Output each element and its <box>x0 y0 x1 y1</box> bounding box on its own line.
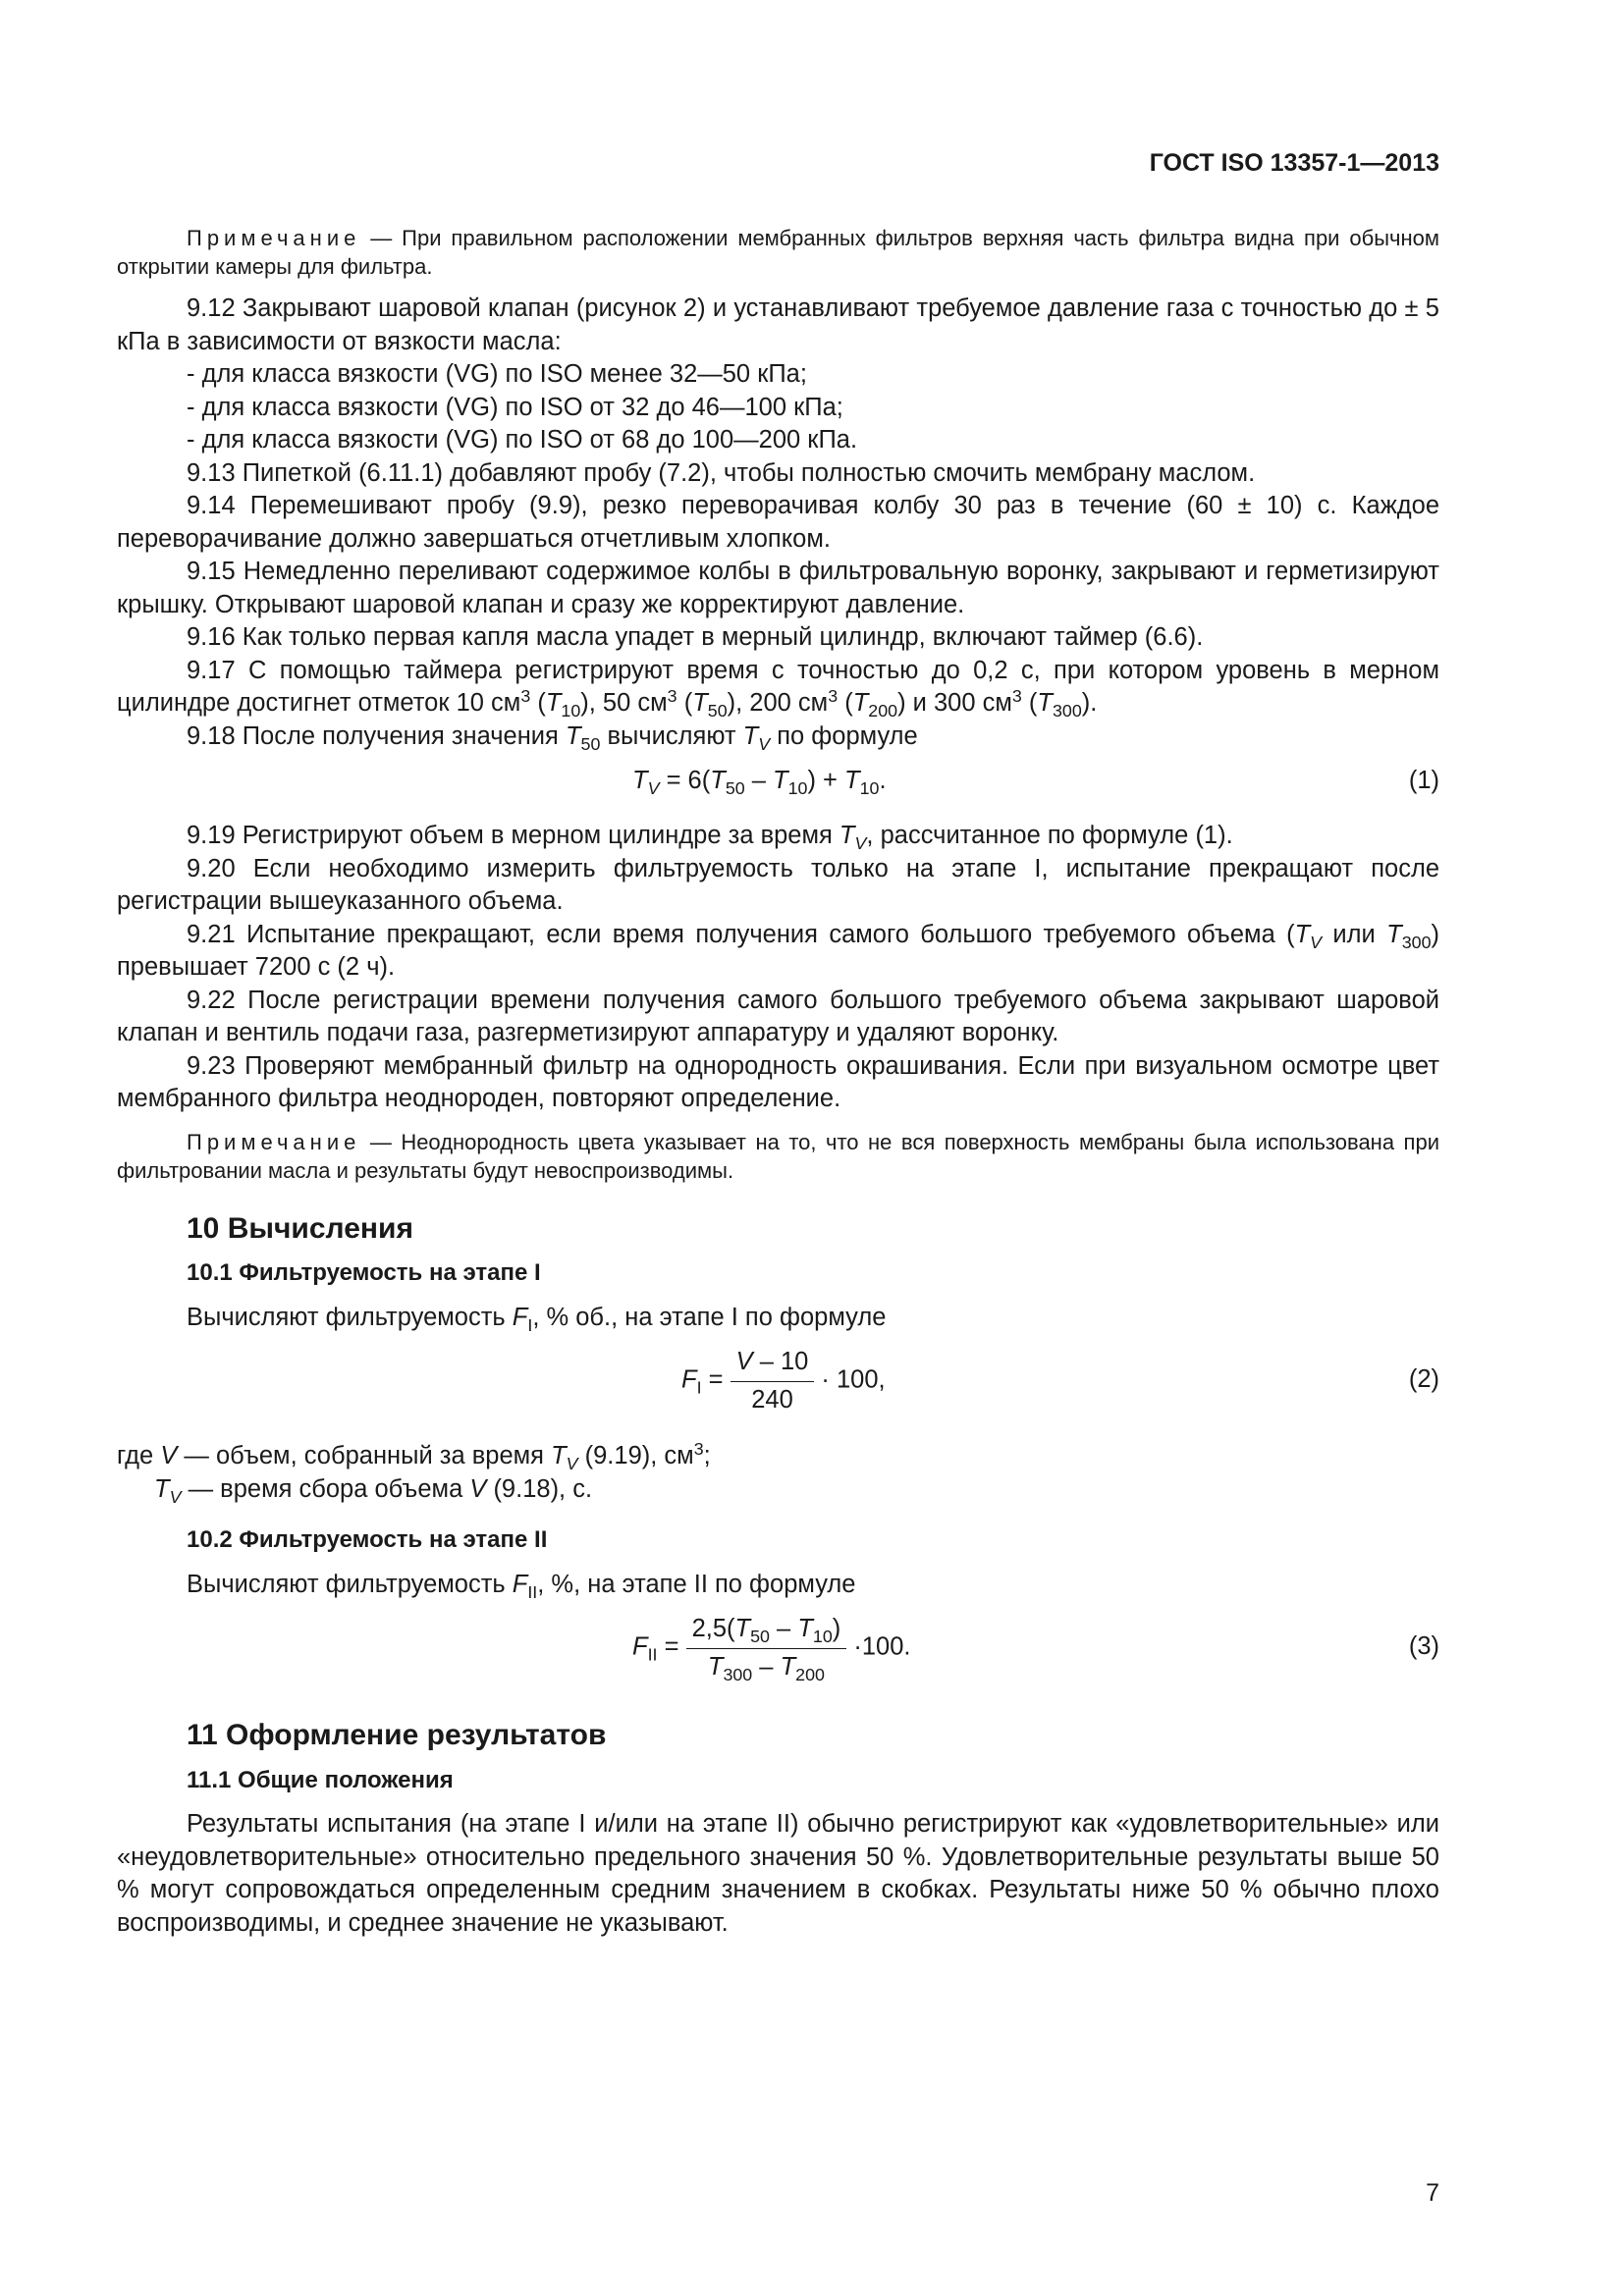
clause-9-19: 9.19 Регистрируют объем в мерном цилиндре за время $T_V$, рассчитанное по формуле (1). <box>187 822 1233 853</box>
section-10-2-heading: 10.2 Фильтруемость на этапе II <box>187 1526 548 1553</box>
section-10-heading: 10 Вычисления <box>187 1211 413 1245</box>
formula-number: (3) <box>1408 1632 1439 1660</box>
formula-3 <box>117 1609 1439 1707</box>
clause-9-18: 9.18 После получения значения $T_{50}$ вычисляют $T_V$ по формуле <box>187 721 918 754</box>
clause-9-17: 9.17 С помощью таймера регистрируют время с точностью до 0,2 с, при котором уровень в мерном цилиндре достигнет отметок 10 $см^3$ $(T_{10})$, 50 $см^3$ $(T_{50})$, 200 $см^3$ $(T_{200})$ и 300 $см^3$ $(T_{300})$. <box>117 656 1439 721</box>
formula-2 <box>117 1342 1439 1432</box>
note-text: — Неоднородность цвета указывает на то, что не вся поверхность мембраны была использована при фильтровании масла и результаты будут невоспроизводимы. <box>117 1129 1439 1183</box>
formula-2-expression: $F_I$ = $\frac{V - 10}{240}$ · 100, <box>681 1348 886 1414</box>
formula-number: (2) <box>1408 1365 1439 1393</box>
note-text: — При правильном расположении мембранных фильтров верхняя часть фильтра видна при обычном открытии камеры для фильтра. <box>117 226 1439 279</box>
note-label: Примечание <box>187 226 361 250</box>
clause-9-13: 9.13 Пипеткой (6.11.1) добавляют пробу (7.2), чтобы полностью смочить мембрану маслом. <box>187 458 1256 487</box>
formula-number: (1) <box>1408 767 1439 794</box>
list-item: - для класса вязкости (VG) по ISO от 32 до 46—100 кПа; <box>187 393 843 421</box>
section-11-heading: 11 Оформление результатов <box>187 1719 607 1751</box>
page-number: 7 <box>1426 2179 1439 2207</box>
section-10-1-heading: 10.1 Фильтруемость на этапе I <box>187 1259 541 1286</box>
clause-9-16: 9.16 Как только первая капля масла упадет в мерный цилиндр, включают таймер (6.6). <box>187 623 1204 651</box>
section-10-1-intro: Вычисляют фильтруемость $F_I$, % об., на этапе I по формуле <box>187 1303 887 1335</box>
list-item: - для класса вязкости (VG) по ISO от 68 до 100—200 кПа. <box>187 426 858 454</box>
clause-9-20: 9.20 Если необходимо измерить фильтруемость только на этапе I, испытание прекращают после регистрации вышеуказанного объема. <box>117 854 1439 915</box>
section-11-1-text: Результаты испытания (на этапе I и/или на этапе II) обычно регистрируют как «удовлетворительные» или «неудовлетворительные» относительно предельного значения 50 %. Удовлетворительные результаты выше 50 % могут сопровождаться определенным средним значением в скобках. Результаты ниже 50 % обычно плохо воспроизводимы, и среднее значение не указывают. <box>117 1810 1439 1937</box>
note-2 <box>117 1128 1439 1185</box>
clause-9-14: 9.14 Перемешивают пробу (9.9), резко переворачивая колбу 30 раз в течение (60 ± 10) с. Каждое переворачивание должно завершаться отчетливым хлопком. <box>117 492 1439 553</box>
document-header: ГОСТ ISO 13357-1—2013 <box>1149 149 1439 177</box>
formula-3-expression: $F_{II}$ = $\frac{2,5(T_{50} - T_{10})}{T_{300} - T_{200}}$ ·100. <box>632 1615 911 1684</box>
note-1 <box>117 224 1439 281</box>
formula-1 <box>117 753 1439 812</box>
clause-9-12: 9.12 Закрывают шаровой клапан (рисунок 2) и устанавливают требуемое давление газа с точностью до ± 5 кПа в зависимости от вязкости масла: <box>117 294 1439 355</box>
formula-2-where-2: $T_V$ — время сбора объема V (9.18), с. <box>154 1474 593 1507</box>
clause-9-22: 9.22 После регистрации времени получения самого большого требуемого объема закрывают шаровой клапан и вентиль подачи газа, разгерметизируют аппаратуру и удаляют воронку. <box>117 986 1439 1046</box>
section-10-2-intro: Вычисляют фильтруемость $F_{II}$, %, на этапе II по формуле <box>187 1570 856 1602</box>
formula-1-expression: $T_V = 6(T_{50} - T_{10}) + T_{10}$. <box>632 767 887 798</box>
note-label: Примечание <box>187 1129 361 1154</box>
document-body <box>117 224 1439 1940</box>
clause-9-21: 9.21 Испытание прекращают, если время получения самого большого требуемого объема ($T_V$ или $T_{300}$) превышает 7200 с (2 ч). <box>117 920 1439 981</box>
section-11-1-heading: 11.1 Общие положения <box>187 1766 454 1793</box>
clause-9-15: 9.15 Немедленно переливают содержимое колбы в фильтровальную воронку, закрывают и герметизируют крышку. Открывают шаровой клапан и сразу же корректируют давление. <box>117 558 1439 618</box>
list-item: - для класса вязкости (VG) по ISO менее 32—50 кПа; <box>187 360 807 388</box>
clause-9-23: 9.23 Проверяют мембранный фильтр на однородность окрашивания. Если при визуальном осмотре цвет мембранного фильтра неоднороден, повторяют определение. <box>117 1051 1439 1112</box>
formula-2-where-1: где V — объем, собранный за время $T_V$ (9.19), $см^3$; <box>117 1439 711 1473</box>
